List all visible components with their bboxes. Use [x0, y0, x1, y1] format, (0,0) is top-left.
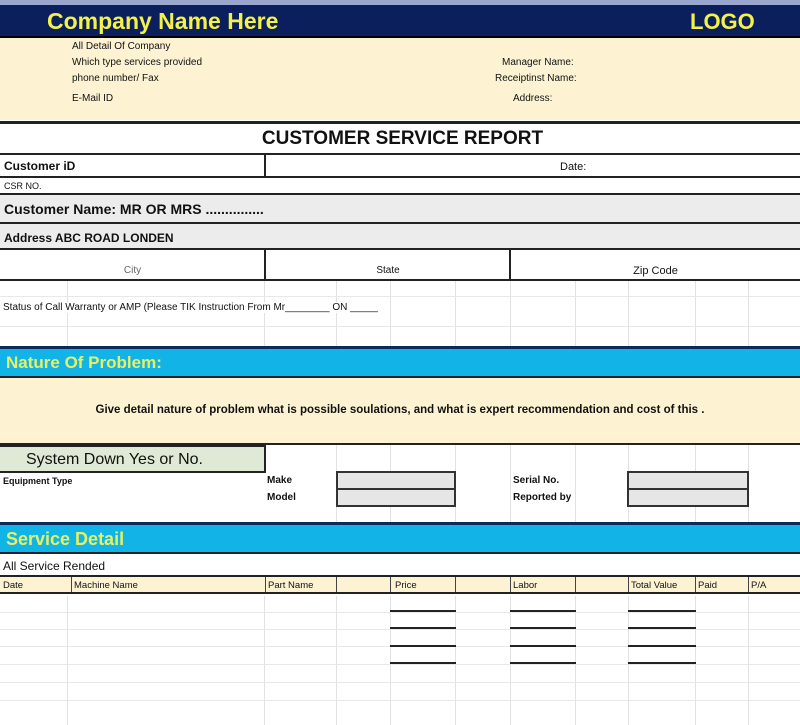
info-line: All Detail Of Company: [72, 41, 171, 52]
all-service-label: All Service Rended: [3, 559, 106, 573]
info-line: Which type services provided: [72, 57, 203, 68]
col-price: Price: [390, 577, 417, 592]
col-blank: [455, 577, 456, 592]
col-blank: [336, 577, 337, 592]
address-row[interactable]: [0, 224, 800, 250]
service-detail-header: [0, 522, 800, 554]
reported-by-label: Reported by: [513, 492, 572, 503]
system-down-label: System Down Yes or No.: [26, 451, 203, 468]
logo: LOGO: [690, 9, 755, 34]
call-status: Status of Call Warranty or AMP (Please TIK Instruction From Mr________ ON _____: [3, 302, 378, 313]
service-table-header: [0, 575, 800, 594]
reported-by-input[interactable]: [627, 488, 749, 507]
customer-name: Customer Name: MR OR MRS ...............: [4, 201, 264, 217]
col-machine-name: Machine Name: [71, 577, 138, 592]
equipment-type-label: Equipment Type: [3, 476, 73, 486]
company-name: Company Name Here: [47, 8, 279, 34]
info-line: E-Mail ID: [72, 93, 114, 104]
customer-name-row[interactable]: [0, 195, 800, 222]
col-blank: [575, 577, 576, 592]
nature-heading: Nature Of Problem:: [6, 353, 162, 372]
col-total-value: Total Value: [628, 577, 677, 592]
col-paid: Paid: [695, 577, 717, 592]
system-down-field[interactable]: [0, 445, 266, 473]
address: Address ABC ROAD LONDEN: [4, 231, 174, 245]
model-label: Model: [267, 492, 296, 503]
info-line: phone number/ Fax: [72, 73, 159, 84]
address-label: Address:: [513, 93, 553, 104]
customer-id-label: Customer iD: [4, 159, 76, 173]
make-label: Make: [267, 475, 293, 486]
service-heading: Service Detail: [6, 529, 125, 549]
company-info: [0, 38, 800, 120]
state-label: State: [376, 265, 400, 276]
zip-code-label: Zip Code: [633, 265, 678, 277]
receptionist-name-label: Receiptinst Name:: [495, 73, 577, 84]
report-title: CUSTOMER SERVICE REPORT: [261, 128, 544, 149]
col-pa: P/A: [748, 577, 766, 592]
problem-description[interactable]: [0, 378, 800, 443]
city-label: City: [123, 265, 142, 276]
customer-id-field[interactable]: [266, 155, 800, 177]
serial-no-label: Serial No.: [513, 475, 560, 486]
model-input[interactable]: [336, 488, 456, 507]
date-label: Date:: [560, 161, 587, 173]
company-header: [0, 5, 800, 38]
nature-of-problem-header: [0, 346, 800, 378]
problem-text: Give detail nature of problem what is possible soulations, and what is expert recommendation and cost of this .: [95, 404, 705, 416]
col-labor: Labor: [510, 577, 537, 592]
col-date: Date: [3, 580, 24, 591]
manager-name-label: Manager Name:: [502, 57, 574, 68]
col-part-name: Part Name: [265, 577, 313, 592]
csr-no-label: CSR NO.: [4, 181, 42, 191]
